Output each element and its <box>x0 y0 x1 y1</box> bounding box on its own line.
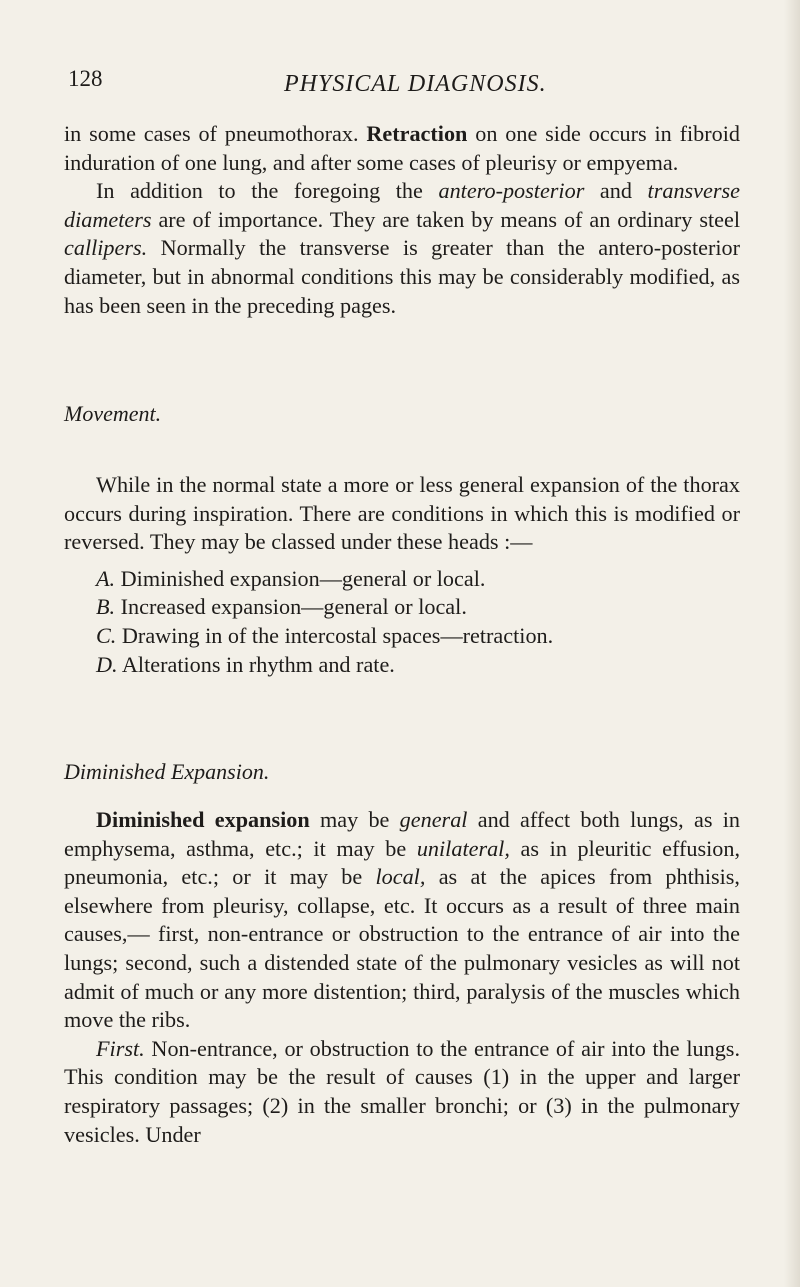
text-block-3 <box>64 471 740 679</box>
paragraph-diminished <box>64 806 740 1035</box>
italic-term: First. <box>96 1035 145 1061</box>
page-edge-shadow <box>784 0 800 1287</box>
list-item <box>64 651 740 680</box>
section-heading-movement: Movement. <box>64 401 162 426</box>
list-letter: B. <box>96 594 116 620</box>
list-letter: D. <box>96 651 118 677</box>
text-block-1 <box>64 120 740 320</box>
list-item <box>64 565 740 594</box>
list-text: Alterations in rhythm and rate. <box>117 651 395 677</box>
text-block-2 <box>64 400 740 429</box>
paragraph-pneumothorax <box>64 120 740 177</box>
italic-term: unilateral, <box>416 835 510 861</box>
text-block-5 <box>64 806 740 1149</box>
text-run: as in pleuritic effusion, pneumonia, etc.; or it may be <box>64 835 740 890</box>
heads-list <box>64 565 740 679</box>
paragraph-diameters <box>64 177 740 320</box>
text-run: Normally the transverse is greater than the antero-posterior diameter, but in abnormal conditions this may be considerably modified, as has been seen in the preceding pages. <box>64 235 740 318</box>
text-run: Non-entrance, or obstruction to the entrance of air into the lungs. This condition may be the result of causes (1) in the upper and larger respiratory passages; (2) in the smaller bronchi; or (3) in the pulmonary vesicles. Under <box>64 1035 740 1147</box>
list-item <box>64 622 740 651</box>
bold-term-diminished-expansion: Diminished expansion <box>96 807 310 832</box>
text-run: In addition to the foregoing the <box>96 178 439 204</box>
italic-term: local, <box>375 864 426 890</box>
italic-term: callipers. <box>64 235 148 261</box>
text-run: and <box>584 178 648 204</box>
list-text: Increased expansion—general or local. <box>115 594 467 620</box>
section-heading-diminished-expansion: Diminished Expansion. <box>64 759 270 784</box>
list-letter: C. <box>96 622 117 648</box>
page-header <box>0 66 800 106</box>
italic-term: general <box>399 807 468 832</box>
text-block-4 <box>64 758 740 787</box>
paragraph-first <box>64 1035 740 1149</box>
text-run: are of importance. They are taken by means of an ordinary steel <box>151 206 740 232</box>
list-letter: A. <box>96 565 116 591</box>
italic-term: transverse diameters <box>64 178 740 232</box>
text-run: and affect both lungs, as in emphysema, asthma, etc.; it may be <box>64 807 740 861</box>
text-run: on one side occurs in fibroid induration of one lung, and after some cases of pleurisy or empyema. <box>64 121 740 175</box>
page-number: 128 <box>68 66 103 91</box>
text-run: in some cases of pneumothorax. <box>64 121 367 146</box>
paragraph-movement: While in the normal state a more or less general expansion of the thorax occurs during inspiration. There are conditions in which this is modified or reversed. They may be classed under these heads :— <box>64 472 740 555</box>
running-title: PHYSICAL DIAGNOSIS. <box>284 71 547 97</box>
list-text: Drawing in of the intercostal spaces—retraction. <box>116 622 554 648</box>
text-run: may be <box>309 807 400 832</box>
italic-term: antero-posterior <box>438 178 585 204</box>
text-run: as at the apices from phthisis, elsewhere from pleurisy, collapse, etc. It occurs as a result of three main causes,— first, non-entrance or obstruction to the entrance of air into the lungs; second, such a distended state of the pulmonary vesicles as will not admit of much or any more distention; third, paralysis of the muscles which move the ribs. <box>64 864 740 1033</box>
list-text: Diminished expansion—general or local. <box>115 565 486 591</box>
bold-term-retraction: Retraction <box>366 121 468 146</box>
list-item <box>64 593 740 622</box>
